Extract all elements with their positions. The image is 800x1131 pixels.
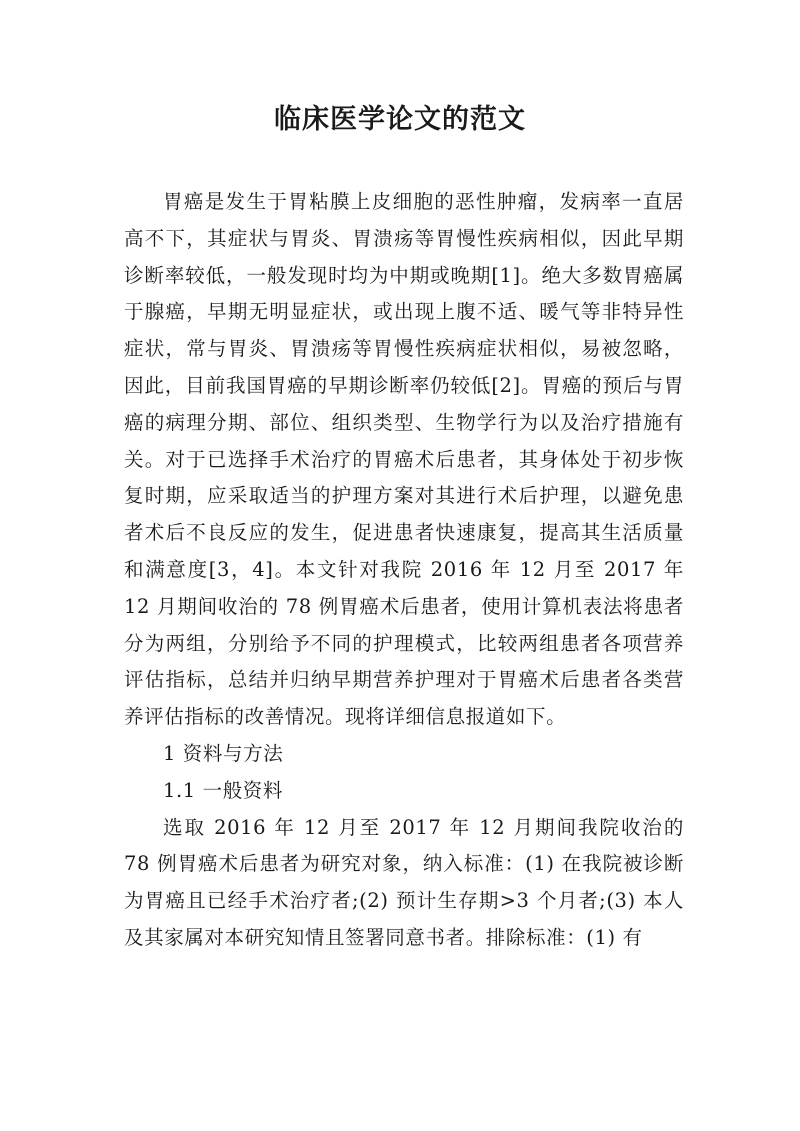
materials-paragraph: 选取 2016 年 12 月至 2017 年 12 月期间我院收治的 78 例胃癌术后患者为研究对象，纳入标准：(1) 在我院被诊断为胃癌且已经手术治疗者;(2) 预计生存期>3 个月者;(3) 本人及其家属对本研究知情且签署同意书者。排除标准：(1) 有 xyxy=(124,815,684,949)
document-body xyxy=(124,184,684,957)
section-heading-1: 1 资料与方法 xyxy=(163,741,284,765)
document-title: 临床医学论文的范文 xyxy=(274,104,526,135)
intro-paragraph: 胃癌是发生于胃粘膜上皮细胞的恶性肿瘤，发病率一直居高不下，其症状与胃炎、胃溃疡等胃慢性疾病相似，因此早期诊断率较低，一般发现时均为中期或晚期[1]。绝大多数胃癌属于腺癌，早期无明显症状，或出现上腹不适、暖气等非特异性症状，常与胃炎、胃溃疡等胃慢性疾病症状相似，易被忽略，因此，目前我国胃癌的早期诊断率仍较低[2]。胃癌的预后与胃癌的病理分期、部位、组织类型、生物学行为以及治疗措施有关。对于已选择手术治疗的胃癌术后患者，其身体处于初步恢复时期，应采取适当的护理方案对其进行术后护理，以避免患者术后不良反应的发生，促进患者快速康复，提高其生活质量和满意度[3，4]。本文针对我院 2016 年 12 月至 2017 年 12 月期间收治的 78 例胃癌术后患者，使用计算机表法将患者分为两组，分别给予不同的护理模式，比较两组患者各项营养评估指标，总结并归纳早期营养护理对于胃癌术后患者各类营养评估指标的改善情况。现将详细信息报道如下。 xyxy=(124,190,684,729)
section-heading-1-1: 1.1 一般资料 xyxy=(163,778,284,802)
